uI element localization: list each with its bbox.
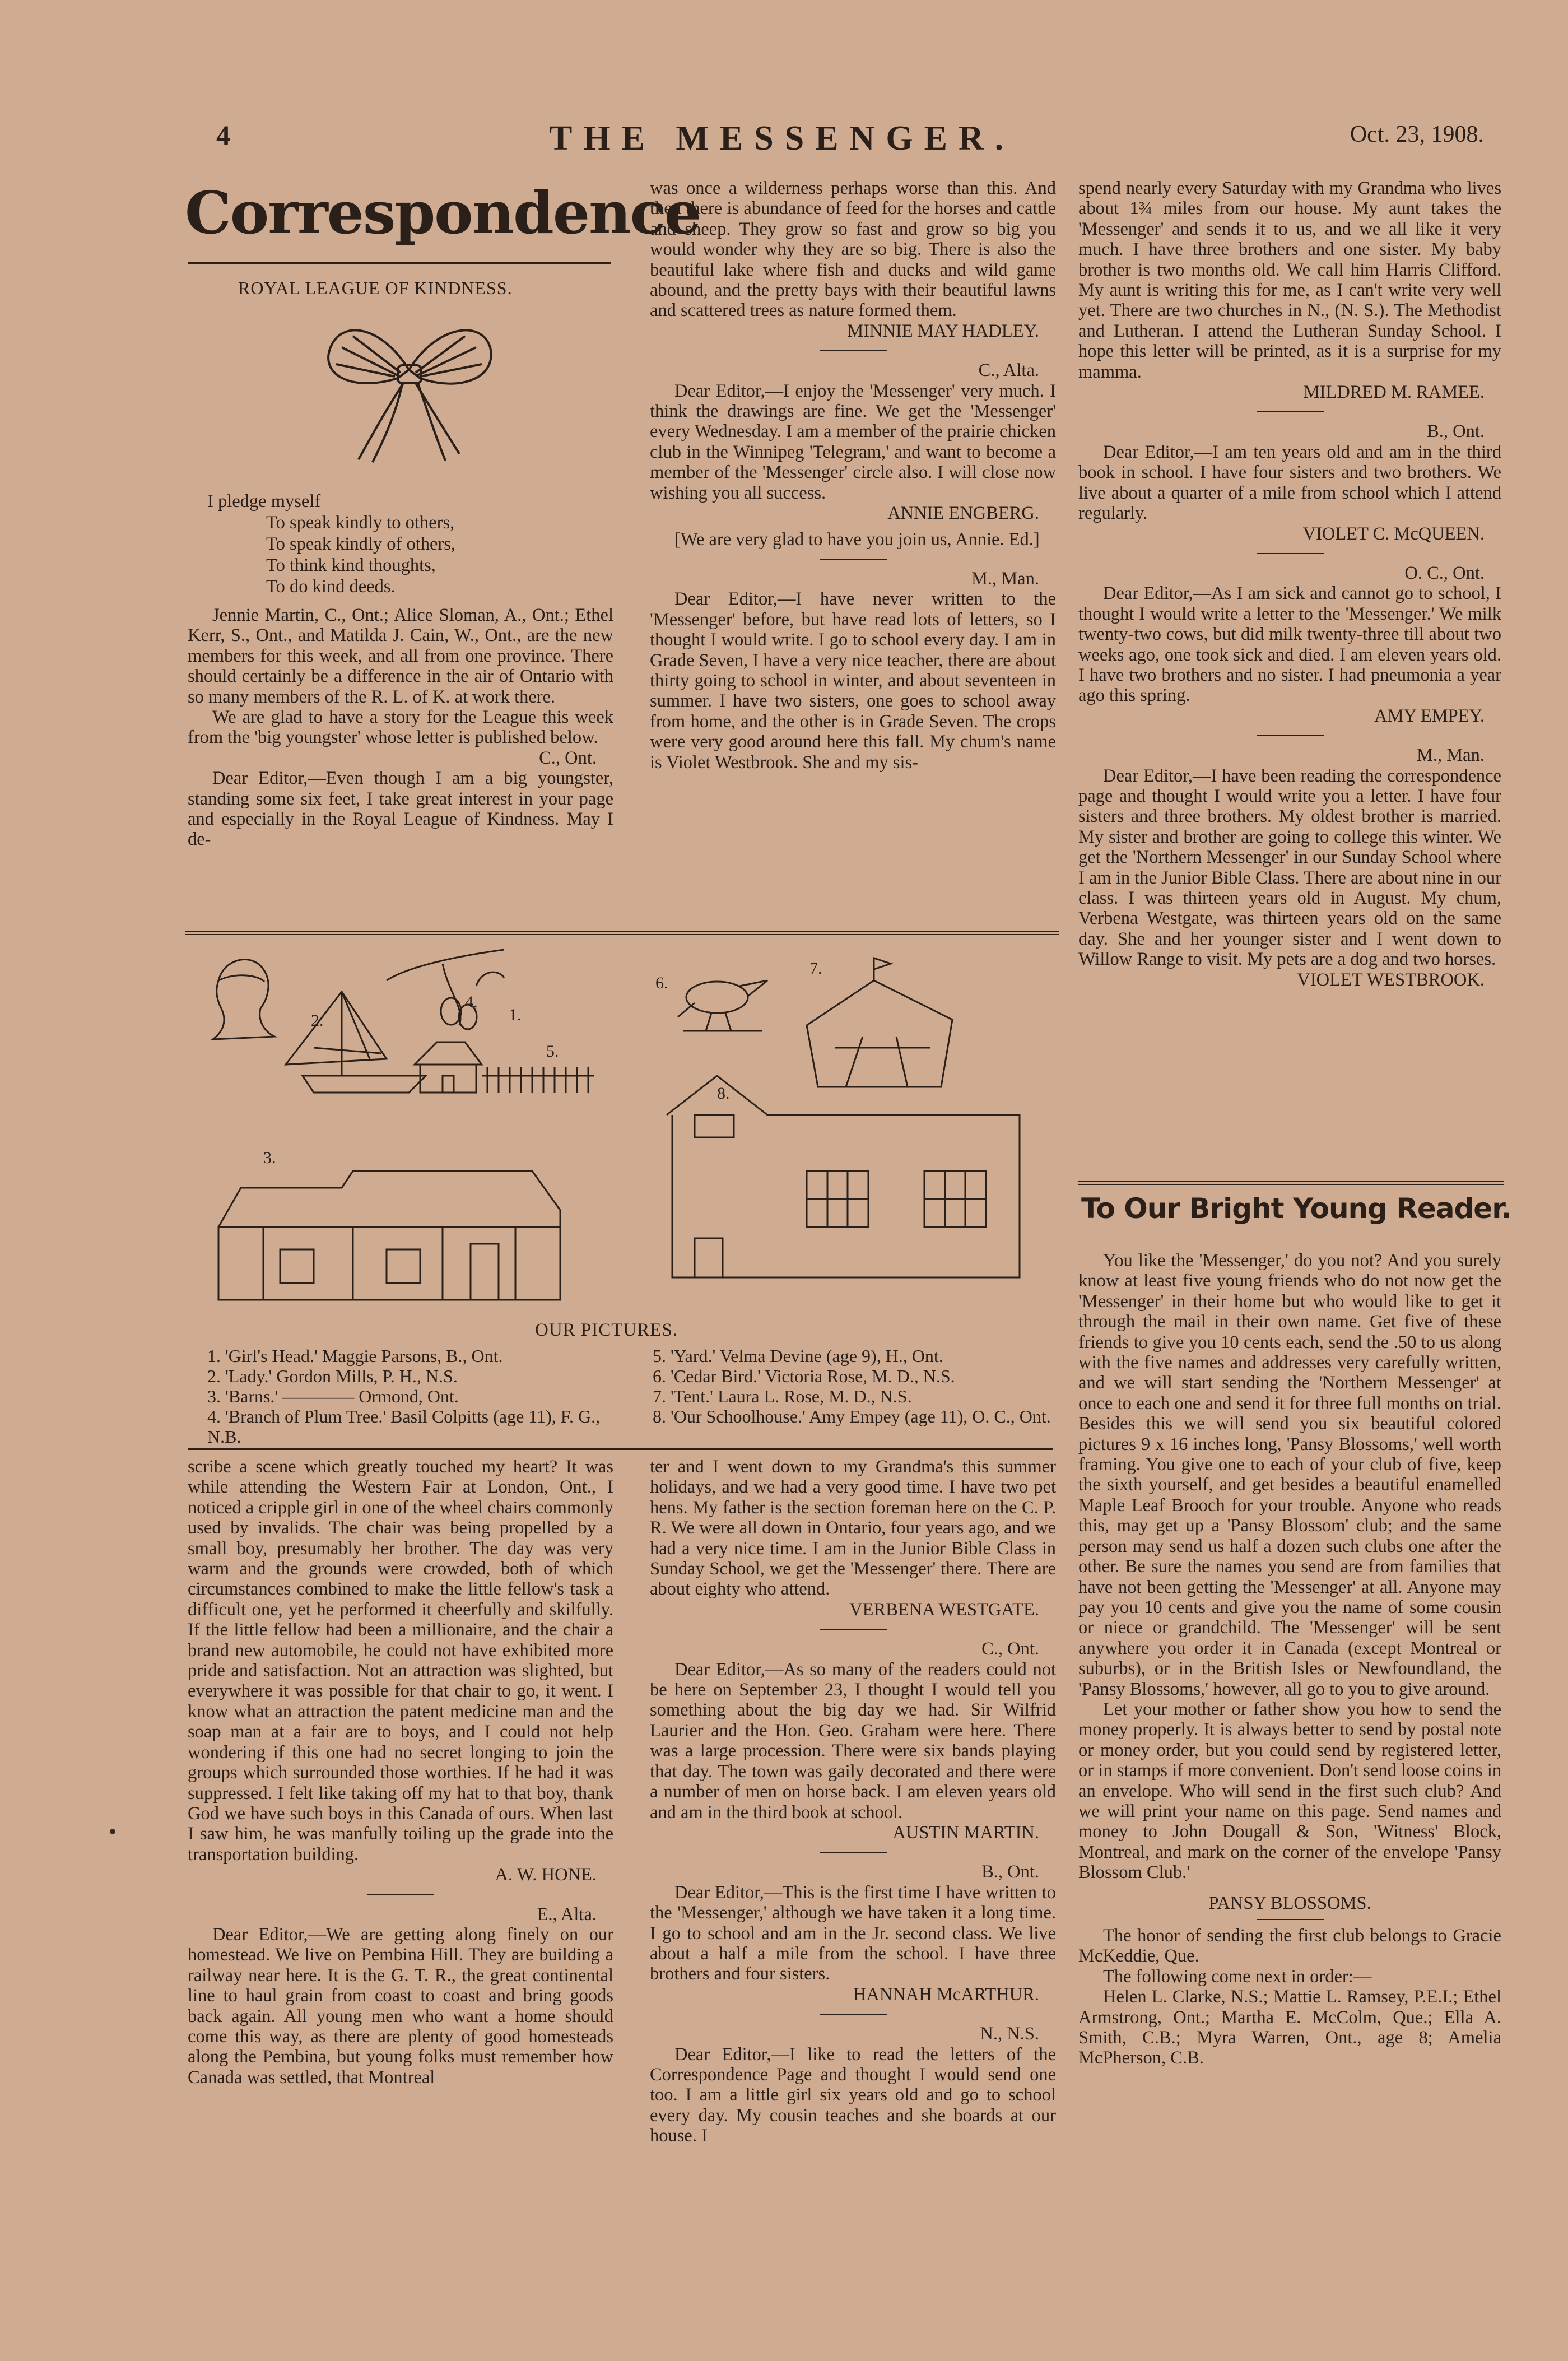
separator bbox=[820, 350, 887, 351]
correspondence-title: Correspondence bbox=[185, 178, 701, 247]
paragraph: was once a wilderness perhaps worse than this. And then there is abundance of feed for the horses and cattle and sheep. They grow so fast and grow so big you would wonder why they are so big. There is also the beautiful lake where fish and ducks and wild game abound, and the pretty bays with their beautiful lawns and scattered trees as nature formed them. bbox=[650, 178, 1056, 321]
paper-speck bbox=[110, 1829, 115, 1834]
paragraph: Dear Editor,—As so many of the readers could not be here on September 23, I thought I would tell you something about the big day we had. Sir Wilfrid Laurier and the Hon. Geo. Graham were here. There was a large procession. There were six bands playing that day. The town was gaily decorated and there were a number of men on horse back. I am eleven years old and am in the third book at school. bbox=[650, 1659, 1056, 1823]
letter-signature: VERBENA WESTGATE. bbox=[849, 1599, 1039, 1620]
separator bbox=[1257, 411, 1324, 412]
paragraph: Dear Editor,—I am ten years old and am in the third book in school. I have four sisters and two brothers. We live about a quarter of a mile from school which I attend regularly. bbox=[1078, 441, 1501, 524]
picture-label: 6. bbox=[655, 974, 668, 992]
letter-location: C., Ont. bbox=[981, 1639, 1039, 1660]
paragraph: You like the 'Messenger,' do you not? And you surely know at least five young friends who do not now get the 'Messenger' in their home but who would like to get it through the mail in their own name. Get five of these friends to give you 10 cents each, send the .50 to us along with the five names and addresses very carefully written, and we will start sending the 'Northern Messenger' at once to each one and send it for three full months on trial. Besides this we will send you six beautiful colored pictures 9 x 16 inches long, 'Pansy Blossoms,' well worth framing. You give one to each of your club of five, keep the sixth yourself, and get besides a beautiful enamelled Maple Leaf Brooch for your trouble. Anyone who reads this, may get up a 'Pansy Blossom' club; and the same person may send us half a dozen such clubs one after the other. Be sure the names you send are from families that have not been getting the 'Messenger' at all. Anyone may pay you 10 cents and give you the name of some cousin or niece or grandchild. The 'Messenger' will be sent anywhere you order it in Canada (except Montreal or suburbs), or in the British Isles or Newfoundland, the 'Pansy Blossoms,' however, all go to you to give around. bbox=[1078, 1251, 1501, 1699]
subheading: PANSY BLOSSOMS. bbox=[1208, 1893, 1371, 1913]
bright-reader-title: To Our Bright Young Reader. bbox=[1081, 1192, 1511, 1225]
page-header bbox=[185, 119, 1512, 158]
masthead: THE MESSENGER. bbox=[549, 119, 1015, 157]
paragraph: Helen L. Clarke, N.S.; Mattie L. Ramsey, P.E.I.; Ethel Armstrong, Ont.; Martha E. McColm, Que.; Ella A. Smith, C.B.; Myra Warren, Ont., age 8; Amelia McPherson, C.B. bbox=[1078, 1987, 1501, 2069]
pledge bbox=[207, 491, 455, 597]
editor-note: [We are very glad to have you join us, Annie. Ed.] bbox=[674, 529, 1040, 550]
separator bbox=[820, 559, 887, 560]
pictures-illustrations bbox=[202, 947, 1053, 1317]
separator bbox=[1257, 1919, 1324, 1920]
letter-location: N., N.S. bbox=[980, 2024, 1039, 2044]
letter-location: M., Man. bbox=[971, 568, 1039, 589]
column-3-lower bbox=[1078, 1251, 1501, 2069]
picture-label: 7. bbox=[809, 959, 822, 978]
letter-location: M., Man. bbox=[1417, 745, 1485, 766]
letter-location: B., Ont. bbox=[981, 1862, 1039, 1883]
pictures-bottom-rule bbox=[188, 1448, 1053, 1450]
paragraph: spend nearly every Saturday with my Grandma who lives about 1¾ miles from our house. My aunt takes the 'Messenger' and sends it to us, and we all like it very much. I have three brothers and one sister. My baby brother is two months old. We call him Harris Clifford. My aunt is writing this for me, as I can't write very well yet. There are two churches in N., (N. S.). The Methodist and Lutheran. I attend the Lutheran Sunday School. I hope this letter will be printed, as it is a surprise for my mamma. bbox=[1078, 178, 1501, 382]
letter-signature: VIOLET C. McQUEEN. bbox=[1302, 523, 1485, 544]
paragraph: Dear Editor,—Even though I am a big youngster, standing some six feet, I take great interest in your page and especially in the Royal League of Kindness. May I de- bbox=[188, 768, 613, 850]
paragraph: The honor of sending the first club belongs to Gracie McKeddie, Que. bbox=[1078, 1926, 1501, 1967]
letter-signature: HANNAH McARTHUR. bbox=[853, 1984, 1039, 2005]
pledge-line: I pledge myself bbox=[207, 491, 321, 512]
separator bbox=[820, 1629, 887, 1630]
letter-location: C., Ont. bbox=[539, 747, 597, 768]
letter-signature: VIOLET WESTBROOK. bbox=[1297, 969, 1485, 990]
picture-label: 4. bbox=[465, 993, 478, 1011]
picture-label: 1. bbox=[509, 1006, 522, 1024]
picture-label: 2. bbox=[311, 1011, 324, 1030]
paragraph: scribe a scene which greatly touched my heart? It was while attending the Western Fair at London, Ont., I noticed a cripple girl in one of the wheel chairs commonly used by invalids. The chair was being propelled by a small boy, presumably her brother. The day was very warm and the grounds were crowded, both of which circumstances combined to make the little fellow's task a difficult one, yet he performed it cheerfully and skilfully. If the little fellow had been a millionaire, and the chair a brand new automobile, he could not have exhibited more pride and satisfaction. Not an attraction was slighted, but everywhere it was possible for that chair to go, it went. I know what an attraction the patent medicine man and the soap man at a fair are to boys, and I could not help wondering if this one had no secret longing to join the groups which surrounded those worthies. If he had it was suppressed. I felt like taking off my hat to that boy, thank God we have such boys in this Canada of ours. When last I saw him, he was manfully toiling up the grade into the transportation building. bbox=[188, 1457, 613, 1865]
letter-signature: MINNIE MAY HADLEY. bbox=[847, 320, 1039, 341]
picture-credit: 4. 'Branch of Plum Tree.' Basil Colpitts (age 11), F. G., N.B. bbox=[207, 1406, 601, 1447]
page-number: 4 bbox=[216, 119, 230, 151]
letter-signature: A. W. HONE. bbox=[495, 1865, 597, 1885]
picture-credit: 3. 'Barns.' ———— Ormond, Ont. bbox=[207, 1386, 459, 1406]
picture-credit: 6. 'Cedar Bird.' Victoria Rose, M. D., N.S. bbox=[653, 1366, 955, 1386]
pictures-top-rule bbox=[185, 931, 1059, 935]
pledge-line: To think kind thoughts, bbox=[266, 555, 436, 575]
paragraph: Dear Editor,—I have been reading the correspondence page and thought I would write you a letter. I have four sisters and three brothers. My oldest brother is married. My sister and brother are going to college this winter. We get the 'Northern Messenger' in our Sunday School where I am in the Junior Bible Class. There are about nine in our class. I was thirteen years old in August. My chum, Verbena Westgate, was thirteen years old on the same day. She and her younger sister and I went down to Willow Range to visit. My pets are a dog and two horses. bbox=[1078, 765, 1501, 970]
letter-location: E., Alta. bbox=[537, 1904, 597, 1925]
separator bbox=[1257, 553, 1324, 554]
paragraph: Dear Editor,—We are getting along finely on our homestead. We live on Pembina Hill. They are building a railway near here. It is the G. T. R., the great continental line to haul grain from coast to coast and bring goods back again. All young men who want a home should come this way, as there are plenty of good homesteads along the Pembina, but young folks must remember how Canada was settled, that Montreal bbox=[188, 1924, 613, 2088]
picture-credit: 7. 'Tent.' Laura L. Rose, M. D., N.S. bbox=[653, 1386, 912, 1406]
league-heading: ROYAL LEAGUE OF KINDNESS. bbox=[238, 278, 513, 298]
bow-illustration bbox=[319, 314, 499, 468]
paragraph: Dear Editor,—As I am sick and cannot go to school, I thought I would write a letter to the 'Messenger.' We milk twenty-two cows, but did milk twenty-three till about two weeks ago, one took sick and died. I am eleven years old. I have two brothers and no sister. I had pneumonia a year ago this spring. bbox=[1078, 583, 1501, 706]
paragraph: Dear Editor,—I have never written to the 'Messenger' before, but have read lots of letters, so I thought I would write. I go to school every day. I am in Grade Seven, I have a very nice teacher, there are about thirty going to school in winter, and about seventeen in summer. I have two sisters, one goes to school away from home, and the other is in Grade Seven. The crops were very good around here this fall. My chum's name is Violet Westbrook. She and my sis- bbox=[650, 589, 1056, 773]
paragraph: ter and I went down to my Grandma's this summer holidays, and we had a very good time. I have two pet hens. My father is the section foreman here on the C. P. R. We were all down in Ontario, four years ago, and we had a very nice time. I am in the Junior Bible Class in Sunday School, we get the 'Messenger' there. There are about eighty who attend. bbox=[650, 1457, 1056, 1600]
letter-location: O. C., Ont. bbox=[1404, 563, 1485, 583]
separator bbox=[820, 2014, 887, 2015]
pictures-title: OUR PICTURES. bbox=[535, 1320, 678, 1340]
picture-credit: 8. 'Our Schoolhouse.' Amy Empey (age 11), O. C., Ont. bbox=[653, 1406, 1051, 1426]
pictures-credits-right bbox=[653, 1346, 1056, 1426]
column-2-upper bbox=[650, 178, 1056, 773]
separator bbox=[820, 1852, 887, 1853]
letter-signature: AUSTIN MARTIN. bbox=[892, 1822, 1039, 1843]
issue-date: Oct. 23, 1908. bbox=[1350, 122, 1484, 147]
column-1-lower bbox=[188, 1457, 613, 2088]
paragraph: Dear Editor,—I like to read the letters of the Correspondence Page and thought I would send one too. I am a little girl six years old and go to school every day. My cousin teaches and she boards at our house. I bbox=[650, 2044, 1056, 2146]
pledge-line: To speak kindly of others, bbox=[266, 534, 456, 554]
letter-signature: ANNIE ENGBERG. bbox=[887, 503, 1039, 524]
letter-signature: MILDRED M. RAMEE. bbox=[1303, 382, 1485, 403]
separator bbox=[367, 1894, 434, 1895]
pledge-line: To do kind deeds. bbox=[266, 577, 396, 597]
picture-label: 8. bbox=[717, 1084, 730, 1103]
paragraph: We are glad to have a story for the League this week from the 'big youngster' whose letter is published below. bbox=[188, 707, 613, 748]
picture-label: 5. bbox=[546, 1042, 559, 1061]
paragraph: Dear Editor,—This is the first time I have written to the 'Messenger,' although we have taken it a long time. I go to school and am in the Jr. second class. We live about a half a mile from the school. I have three brothers and four sisters. bbox=[650, 1882, 1056, 1984]
title-rule bbox=[188, 262, 611, 264]
letter-location: C., Alta. bbox=[978, 360, 1039, 381]
pictures-credits-left bbox=[207, 1346, 613, 1447]
separator bbox=[1257, 735, 1324, 736]
column-1-upper bbox=[188, 605, 613, 850]
pledge-line: To speak kindly to others, bbox=[266, 513, 455, 533]
column-3-upper bbox=[1078, 178, 1501, 990]
letter-signature: AMY EMPEY. bbox=[1374, 705, 1485, 726]
bright-reader-rule bbox=[1078, 1181, 1504, 1185]
paragraph: Let your mother or father show you how to send the money properly. It is always better to send by postal note or money order, but you could send by registered letter, or in stamps if more convenient. Don't send loose coins in an envelope. Who will send in the first such club? And we will print your name on this page. Send names and money to John Dougall & Son, 'Witness' Block, Montreal, and mark on the corner of the envelope 'Pansy Blossom Club.' bbox=[1078, 1699, 1501, 1883]
picture-credit: 2. 'Lady.' Gordon Mills, P. H., N.S. bbox=[207, 1366, 458, 1386]
letter-location: B., Ont. bbox=[1427, 421, 1485, 442]
picture-credit: 1. 'Girl's Head.' Maggie Parsons, B., Ont. bbox=[207, 1346, 503, 1366]
picture-label: 3. bbox=[263, 1149, 276, 1167]
paragraph: The following come next in order:— bbox=[1103, 1966, 1372, 1987]
paragraph: Dear Editor,—I enjoy the 'Messenger' very much. I think the drawings are fine. We get the 'Messenger' every Wednesday. I am a member of the prairie chicken club in the Winnipeg 'Telegram,' and want to become a member of the 'Messenger' circle also. I will close now wishing you all success. bbox=[650, 380, 1056, 503]
column-2-lower bbox=[650, 1457, 1056, 2146]
paragraph: Jennie Martin, C., Ont.; Alice Sloman, A., Ont.; Ethel Kerr, S., Ont., and Matilda J. Cain, W., Ont., are the new members for this week, and all from one province. There should certainly be a difference in the air of Ontario with so many members of the R. L. of K. at work there. bbox=[188, 605, 613, 707]
picture-credit: 5. 'Yard.' Velma Devine (age 9), H., Ont. bbox=[653, 1346, 943, 1366]
